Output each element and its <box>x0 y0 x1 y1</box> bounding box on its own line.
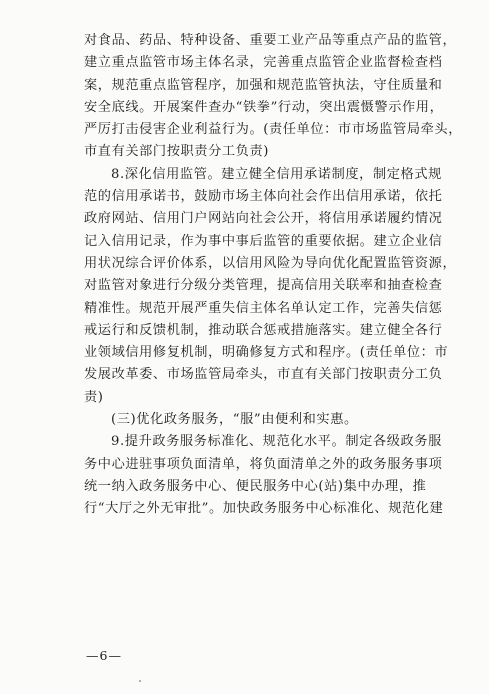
text-line: 市直有关部门按职责分工负责) <box>84 144 269 160</box>
scan-speck <box>139 680 141 682</box>
text-line: 统一纳入政务服务中心、便民服务中心(站)集中办理，推 <box>84 478 427 494</box>
page-number: —6— <box>86 648 122 663</box>
text-line: 戒运行和反馈机制，推动联合惩戒措施落实。建立健全各行 <box>84 322 443 338</box>
text-line: 政府网站、信用门户网站向社会公开，将信用承诺履约情况 <box>84 211 443 227</box>
section-9-first-line: 9.提升政务服务标准化、规范化水平。制定各级政务服 <box>111 434 442 450</box>
text-line: 行“大厅之外无审批”。加快政务服务中心标准化、规范化建 <box>84 501 444 517</box>
text-line: 范的信用承诺书，鼓励市场主体向社会作出信用承诺，依托 <box>84 189 443 205</box>
text-line: 严厉打击侵害企业利益行为。(责任单位：市市场监管局牵头， <box>84 122 463 138</box>
text-line: 精准性。规范开展严重失信主体名单认定工作，完善失信惩 <box>84 300 443 316</box>
text-line: 安全底线。开展案件查办“铁拳”行动，突出震慑警示作用， <box>84 99 444 115</box>
text-line: 建立重点监管市场主体名录，完善重点监管企业监督检查档 <box>84 55 443 71</box>
text-line: 发展改革委、市场监管局牵头，市直有关部门按职责分工负 <box>84 367 443 383</box>
text-line: 业领域信用修复机制，明确修复方式和程序。(责任单位：市 <box>84 345 449 361</box>
text-line: 对食品、药品、特种设备、重要工业产品等重点产品的监管， <box>84 33 457 48</box>
section-8-first-line: 8.深化信用监管。建立健全信用承诺制度，制定格式规 <box>111 166 442 182</box>
document-body <box>84 30 463 521</box>
text-line: 记入信用记录，作为事中事后监管的重要依据。建立企业信 <box>84 233 443 249</box>
text-line: 责) <box>84 389 104 405</box>
text-line: 务中心进驻事项负面清单，将负面清单之外的政务服务事项 <box>84 456 443 472</box>
section-heading: (三)优化政务服务，“服”由便利和实惠。 <box>111 412 358 428</box>
text-line: 对监管对象进行分级分类管理，提高信用关联率和抽查检查 <box>84 278 443 294</box>
text-line: 案，规范重点监管程序，加强和规范监管执法，守住质量和 <box>84 77 443 93</box>
text-line: 用状况综合评价体系，以信用风险为导向优化配置监管资源， <box>84 255 457 271</box>
